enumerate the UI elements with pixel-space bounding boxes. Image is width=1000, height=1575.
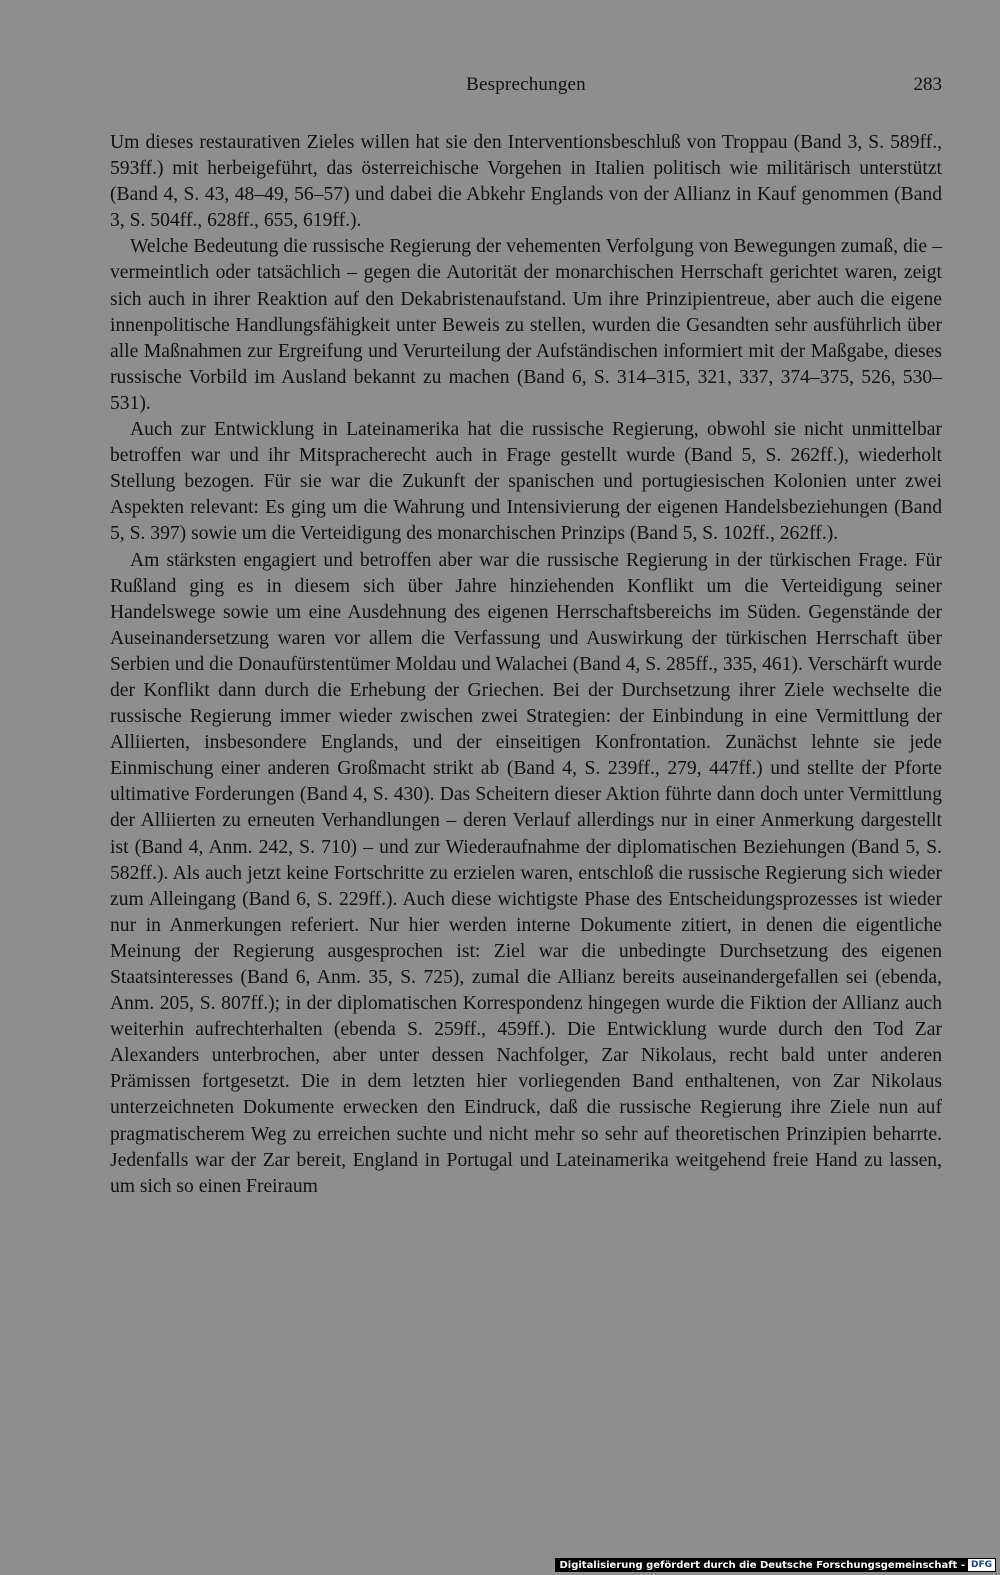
footer-text: Digitalisierung gefördert durch die Deutsche Forschungsgemeinschaft - — [559, 1559, 965, 1571]
paragraph: Am stärksten engagiert und betroffen aber war die russische Regierung in der türkischen Frage. Für Rußland ging es in diesem sich über Jahre hinziehenden Konflikt um die Verteidigung seiner Handelswege sowie um eine Ausdehnung des eigenen Herrschaftsbereichs im Süden. Gegenstände der Auseinandersetzung waren vor allem die Verfassung und Auswirkung der türkischen Herrschaft über Serbien und die Donaufürstentümer Moldau und Walachei (Band 4, S. 285ff., 335, 461). Verschärft wurde der Konflikt dann durch die Erhebung der Griechen. Bei der Durchsetzung ihrer Ziele wechselte die russische Regierung immer wieder zwischen zwei Strategien: der Einbindung in eine Vermittlung der Alliierten, insbesondere Englands, und der einseitigen Konfrontation. Zunächst lehnte sie jede Einmischung einer anderen Großmacht strikt ab (Band 4, S. 239ff., 279, 447ff.) und stellte der Pforte ultimative Forderungen (Band 4, S. 430). Das Scheitern dieser Aktion führte dann doch unter Vermittlung der Alliierten zu erneuten Verhandlungen – deren Verlauf allerdings nur in einer Anmerkung dargestellt ist (Band 4, Anm. 242, S. 710) – und zur Wiederaufnahme der diplomatischen Beziehungen (Band 5, S. 582ff.). Als auch jetzt keine Fortschritte zu erzielen waren, entschloß die russische Regierung sich wieder zum Alleingang (Band 6, S. 229ff.). Auch diese wichtigste Phase des Entscheidungsprozesses ist wieder nur in Anmerkungen referiert. Nur hier werden interne Dokumente zitiert, in denen die eigentliche Meinung der Regierung ausgesprochen ist: Ziel war die unbedingte Durchsetzung des eigenen Staatsinteresses (Band 6, Anm. 35, S. 725), zumal die Allianz bereits auseinandergefallen sei (ebenda, Anm. 205, S. 807ff.); in der diplomatischen Korrespondenz hingegen wurde die Fiktion der Allianz auch weiterhin aufrechterhalten (ebenda S. 259ff., 459ff.). Die Entwicklung wurde durch den Tod Zar Alexanders unterbrochen, aber unter dessen Nachfolger, Zar Nikolaus, recht bald unter anderen Prämissen fortgesetzt. Die in dem letzten hier vorliegenden Band enthaltenen, von Zar Nikolaus unterzeichneten Dokumente erwecken den Eindruck, daß die russische Regierung ihre Ziele nun auf pragmatischerem Weg zu erreichen suchte und nicht mehr so sehr auf theoretischen Prinzipien beharrte. Jedenfalls war der Zar bereit, England in Portugal und Lateinamerika weitgehend freie Hand zu lassen, um sich so einen Freiraum — [110, 549, 942, 1197]
running-head: Besprechungen — [466, 74, 586, 95]
dfg-logo: DFG — [968, 1559, 995, 1571]
page-header — [110, 74, 942, 104]
paragraph: Um dieses restaurativen Zieles willen hat sie den Interventionsbeschluß von Troppau (Band 3, S. 589ff., 593ff.) mit herbeigeführt, das österreichische Vorgehen in Italien politisch wie militärisch unterstützt (Band 4, S. 43, 48–49, 56–57) und dabei die Abkehr Englands von der Allianz in Kauf genommen (Band 3, S. 504ff., 628ff., 655, 619ff.). — [110, 132, 942, 232]
paragraph: Welche Bedeutung die russische Regierung der vehementen Verfolgung von Bewegungen zumaß, die – vermeintlich oder tatsächlich – gegen die Autorität der monarchischen Herrschaft gerichtet waren, zeigt sich auch in ihrer Reaktion auf den Dekabristenaufstand. Um ihre Prinzipientreue, aber auch die eigene innenpolitische Handlungsfähigkeit unter Beweis zu stellen, wurden die Gesandten sehr ausführlich über alle Maßnahmen zur Ergreifung und Verurteilung der Aufständischen informiert mit der Maßgabe, dieses russische Vorbild im Ausland bekannt zu machen (Band 6, S. 314–315, 321, 337, 374–375, 526, 530–531). — [110, 236, 942, 414]
body-text — [110, 130, 942, 1200]
page-number: 283 — [913, 74, 942, 95]
paragraph: Auch zur Entwicklung in Lateinamerika hat die russische Regierung, obwohl sie nicht unmittelbar betroffen war und ihr Mitspracherecht auch in Frage gestellt wurde (Band 5, S. 262ff.), wiederholt Stellung bezogen. Für sie war die Zukunft der spanischen und portugiesischen Kolonien unter zwei Aspekten relevant: Es ging um die Wahrung und Intensivierung der eigenen Handelsbeziehungen (Band 5, S. 397) sowie um die Verteidigung des monarchischen Prinzips (Band 5, S. 102ff., 262ff.). — [110, 419, 942, 545]
digitization-footer — [555, 1558, 996, 1572]
